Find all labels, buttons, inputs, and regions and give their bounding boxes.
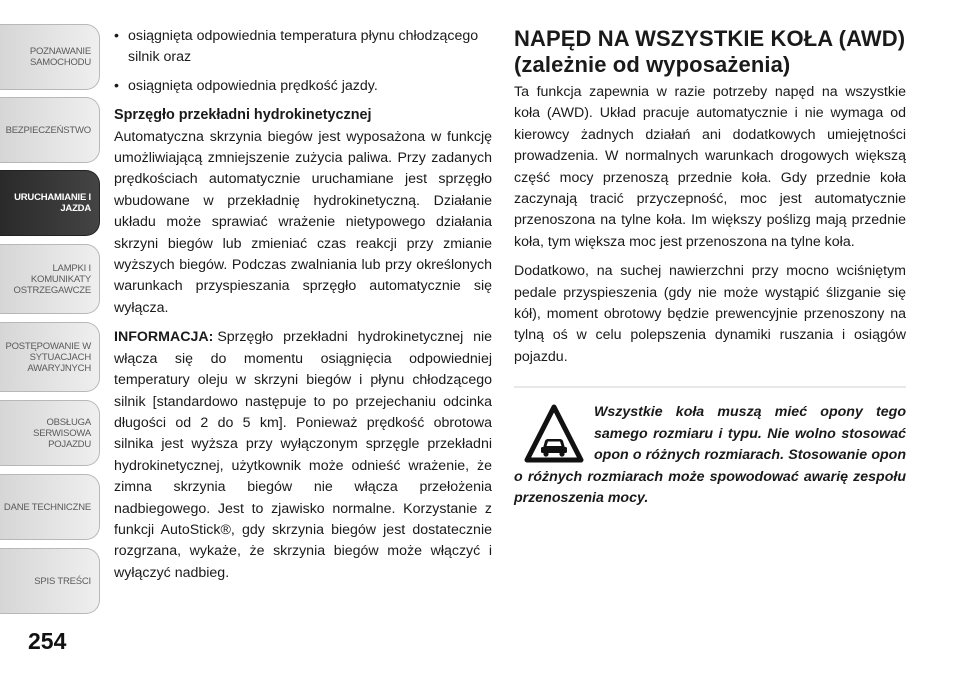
tab-spis-tresci[interactable]: SPIS TREŚCI (0, 548, 100, 614)
info-text: Sprzęgło przekładni hydrokinetycznej nie włącza się do momentu osiągnięcia odpowiedniej temperatury oleju w skrzyni biegów i płynu chłodzącego silnik [standardowo następuje to po przejechaniu odcinka długości od 2 do 5 km]. Ponieważ prędkość obrotowa silnika jest wyższa przy wyłączonym sprzęgle przekładni hydrokinetycznej, użytkownik może odnieść wrażenie, że zimna skrzynia biegów nie włącza przełożenia nadbiegowego. Jest to zjawisko normalne. Korzystanie z funkcji AutoStick®, gdy skrzynia biegów jest dostatecznie rozgrzana, wykaże, że skrzynia biegów może włączyć i wyłączyć nadbieg. (114, 329, 492, 581)
list-item: • osiągnięta odpowiednia prędkość jazdy. (114, 76, 492, 97)
subheading-torque-converter-clutch: Sprzęgło przekładni hydrokinetycznej (114, 107, 372, 124)
warning-box (514, 386, 906, 509)
tab-dane-techniczne[interactable]: DANE TECHNICZNE (0, 474, 100, 540)
paragraph: Dodatkowo, na suchej nawierzchni przy mocno wciśniętym pedale przyspieszenia (gdy nie może wystąpić ślizganie się kół), moment obrotowy będzie prewencyjnie przenoszony na tylną oś w celu polepszenia dynamiki ruszania i osiągów pojazdu. (514, 263, 906, 365)
section-title: NAPĘD NA WSZYSTKIE KOŁA (AWD) (zależnie od wyposażenia) (514, 26, 906, 77)
tab-obsluga-serwisowa[interactable]: OBSŁUGA SERWISOWA POJAZDU (0, 400, 100, 466)
warning-triangle-car-icon (524, 404, 584, 464)
tab-postepowanie-awaryjne[interactable]: POSTĘPOWANIE W SYTUACJACH AWARYJNYCH (0, 322, 100, 392)
tab-bezpieczenstwo[interactable]: BEZPIECZEŃSTWO (0, 97, 100, 163)
tab-poznawanie-samochodu[interactable]: POZNAWANIE SAMOCHODU (0, 24, 100, 90)
paragraph: Automatyczna skrzynia biegów jest wyposażona w funkcję umożliwiającą zmniejszenie zużycia paliwa. Przy zadanych prędkościach automatycznie uruchamiane jest sprzęgło wbudowane w przekładnię hydrokinetyczną. Działanie układu może sprawiać wrażenie nietypowego działania skrzyni biegów lub zmieniać czas reakcji przy zmianie wyższych biegów. Podczas zwalniania lub przy określonych warunkach przyspieszania sprzęgło automatycznie się wyłącza. (114, 128, 492, 316)
left-column (114, 26, 492, 584)
right-column (514, 26, 906, 509)
tab-lampki-i-komunikaty[interactable]: LAMPKI I KOMUNIKATY OSTRZEGAWCZE (0, 244, 100, 314)
info-paragraph (114, 327, 492, 584)
info-label: INFORMACJA: (114, 329, 214, 346)
warning-text: Wszystkie koła muszą mieć opony tego samego rozmiaru i typu. Nie wolno stosować opon o różnych rozmiarach. Stosowanie opon o różnych rozmiarach może spowodować awarię zespołu przenoszenia mocy. (514, 404, 906, 506)
bullet-list (114, 26, 492, 97)
page-number: 254 (28, 628, 67, 654)
list-item: • osiągnięta odpowiednia temperatura płynu chłodzącego silnik oraz (114, 26, 492, 69)
tab-uruchamianie-i-jazda[interactable]: URUCHAMIANIE I JAZDA (0, 170, 100, 236)
paragraph: Ta funkcja zapewnia w razie potrzeby napęd na wszystkie koła (AWD). Układ pracuje automatycznie i nie wymaga od kierowcy żadnych działań ani dodatkowych umiejętności prowadzenia. W normalnych warunkach drogowych większą część mocy przenoszą przednie koła. Gdy przednie koła zaczynają tracić przyczepność, moc jest automatycznie przenoszona na tylne koła. Im większy poślizg mają przednie koła, tym większa moc jest przenoszona na tylne koła. (514, 84, 906, 250)
